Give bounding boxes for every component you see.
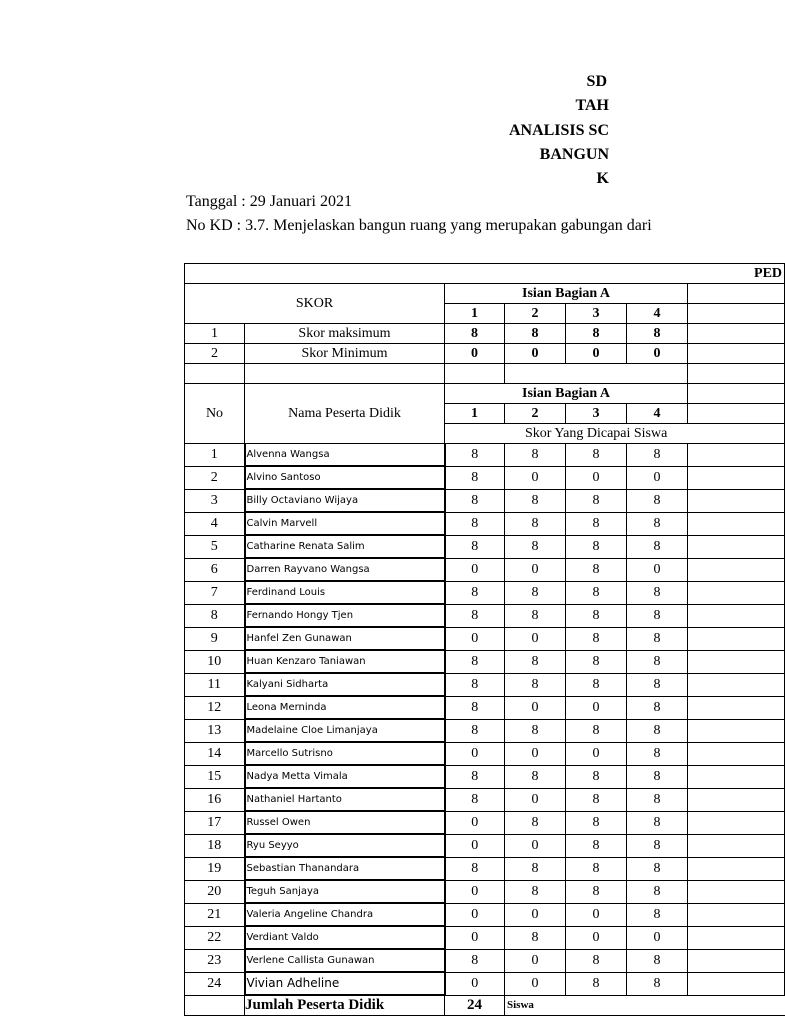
student-score: 8 [445,489,505,512]
skor-no: 2 [185,344,245,364]
student-score: 0 [505,834,566,857]
no-header: No [185,384,245,444]
table-row [185,972,785,995]
table-row [185,489,785,512]
student-name: Nadya Metta Vimala [245,765,445,788]
student-score: 8 [505,926,566,949]
student-score: 8 [566,512,627,535]
student-score: 0 [445,558,505,581]
blank-cell [688,972,785,995]
blank-cell [505,364,688,384]
blank-cell [688,512,785,535]
student-no: 19 [185,857,245,880]
student-score: 0 [445,926,505,949]
student-score: 8 [505,811,566,834]
year-title: TAH [575,97,609,114]
student-no: 17 [185,811,245,834]
student-score: 0 [627,926,688,949]
student-no: 12 [185,696,245,719]
column-header: 1 [445,304,505,324]
blank-cell [688,650,785,673]
student-score: 8 [627,949,688,972]
student-score: 0 [505,903,566,926]
student-score: 8 [627,444,688,467]
student-score: 8 [627,811,688,834]
student-no: 1 [185,444,245,467]
student-score: 8 [445,444,505,467]
skor-value: 8 [627,324,688,344]
student-no: 4 [185,512,245,535]
student-name: Sebastian Thanandara [245,857,445,880]
student-no: 9 [185,627,245,650]
total-unit: Siswa [505,995,785,1016]
skor-label: SKOR [185,284,445,324]
student-name: Nathaniel Hartanto [245,788,445,811]
student-name: Madelaine Cloe Limanjaya [245,719,445,742]
blank-cell [688,765,785,788]
student-score: 8 [445,581,505,604]
student-no: 15 [185,765,245,788]
skor-value: 0 [505,344,566,364]
blank-cell [688,903,785,926]
blank-cell [688,742,785,765]
student-score: 8 [627,765,688,788]
student-name: Alvino Santoso [245,466,445,489]
student-name: Verlene Callista Gunawan [245,949,445,972]
student-score: 8 [505,535,566,558]
student-score: 8 [627,903,688,926]
student-no: 3 [185,489,245,512]
achieved-label: Skor Yang Dicapai Siswa [445,424,785,444]
student-score: 8 [505,880,566,903]
student-score: 8 [627,535,688,558]
student-name: Huan Kenzaro Taniawan [245,650,445,673]
blank-cell [688,673,785,696]
student-no: 8 [185,604,245,627]
skor-value: 0 [445,344,505,364]
column-header: 3 [566,404,627,424]
kd-line: No KD : 3.7. Menjelaskan bangun ruang yang merupakan gabungan dari [186,217,652,234]
skor-row [185,344,785,364]
analysis-title: ANALISIS SC [508,122,609,139]
table-row [185,650,785,673]
column-header: 4 [627,304,688,324]
student-score: 8 [566,489,627,512]
student-score: 8 [566,857,627,880]
table-row [185,811,785,834]
topic-title: BANGUN [539,146,609,163]
student-score: 8 [566,558,627,581]
skor-value: 8 [566,324,627,344]
student-score: 0 [445,880,505,903]
student-score: 0 [505,466,566,489]
student-score: 8 [627,673,688,696]
skor-row [185,324,785,344]
blank-cell [688,284,785,304]
blank-cell [688,880,785,903]
blank-cell [688,344,785,364]
table-row [185,444,785,467]
blank-cell [688,719,785,742]
student-name: Ryu Seyyo [245,834,445,857]
table-row [185,742,785,765]
student-score: 0 [627,558,688,581]
student-no: 2 [185,466,245,489]
student-header-row [185,384,785,404]
student-score: 8 [445,696,505,719]
blank-cell [688,304,785,324]
student-no: 24 [185,972,245,995]
student-score: 0 [445,811,505,834]
student-score: 8 [445,857,505,880]
student-name: Teguh Sanjaya [245,880,445,903]
table-row [185,627,785,650]
blank-cell [185,995,245,1016]
class-title: K [596,170,609,187]
blank-cell [688,788,785,811]
student-score: 8 [566,650,627,673]
student-name: Catharine Renata Salim [245,535,445,558]
student-score: 8 [627,627,688,650]
student-no: 22 [185,926,245,949]
student-name: Valeria Angeline Chandra [245,903,445,926]
total-row [185,995,785,1016]
table-row [185,604,785,627]
table-row [185,949,785,972]
student-score: 8 [505,857,566,880]
skor-value: 0 [566,344,627,364]
table-top-row [185,264,785,284]
section-label: Isian Bagian A [445,384,688,404]
student-name: Calvin Marvell [245,512,445,535]
blank-cell [688,489,785,512]
blank-cell [688,627,785,650]
student-no: 11 [185,673,245,696]
student-name: Darren Rayvano Wangsa [245,558,445,581]
student-score: 0 [566,466,627,489]
blank-cell [185,364,245,384]
student-no: 10 [185,650,245,673]
blank-cell [688,364,785,384]
blank-cell [688,857,785,880]
student-score: 8 [505,719,566,742]
student-score: 8 [627,581,688,604]
student-score: 0 [445,972,505,995]
blank-cell [688,581,785,604]
skor-header-row [185,284,785,304]
total-value: 24 [445,995,505,1016]
student-score: 8 [627,834,688,857]
student-no: 20 [185,880,245,903]
student-score: 0 [566,742,627,765]
student-score: 8 [505,604,566,627]
student-score: 8 [627,512,688,535]
table-row [185,512,785,535]
student-no: 6 [185,558,245,581]
student-name: Kalyani Sidharta [245,673,445,696]
student-score: 8 [445,604,505,627]
student-score: 8 [445,535,505,558]
skor-value: 8 [505,324,566,344]
blank-cell [245,364,445,384]
column-header: 1 [445,404,505,424]
table-row [185,788,785,811]
skor-no: 1 [185,324,245,344]
blank-cell [445,364,505,384]
student-score: 0 [566,926,627,949]
table-row [185,581,785,604]
name-header: Nama Peserta Didik [245,384,445,444]
table-row [185,834,785,857]
blank-cell [688,384,785,404]
score-table [184,263,785,1016]
skor-value: 8 [445,324,505,344]
student-score: 8 [566,765,627,788]
student-score: 8 [627,719,688,742]
student-score: 0 [505,742,566,765]
student-no: 16 [185,788,245,811]
student-score: 8 [505,650,566,673]
total-label: Jumlah Peserta Didik [245,995,445,1016]
student-score: 8 [445,788,505,811]
table-top-label: PED [185,264,785,284]
column-header: 3 [566,304,627,324]
student-name: Verdiant Valdo [245,926,445,949]
blank-cell [688,696,785,719]
student-score: 8 [445,466,505,489]
school-title: SD [586,73,607,90]
blank-cell [688,949,785,972]
student-score: 0 [505,949,566,972]
student-name: Marcello Sutrisno [245,742,445,765]
student-score: 0 [566,903,627,926]
student-score: 8 [627,650,688,673]
student-score: 0 [505,558,566,581]
student-name: Ferdinand Louis [245,581,445,604]
student-score: 8 [445,949,505,972]
student-no: 7 [185,581,245,604]
skor-row-label: Skor maksimum [245,324,445,344]
blank-cell [688,604,785,627]
student-score: 8 [505,765,566,788]
student-score: 8 [566,972,627,995]
section-label: Isian Bagian A [445,284,688,304]
student-score: 0 [505,627,566,650]
student-score: 8 [445,512,505,535]
column-header: 2 [505,404,566,424]
student-no: 14 [185,742,245,765]
student-score: 8 [566,719,627,742]
student-score: 8 [627,489,688,512]
table-row [185,926,785,949]
student-score: 0 [445,742,505,765]
student-score: 8 [505,444,566,467]
student-score: 8 [566,535,627,558]
student-score: 8 [505,581,566,604]
student-no: 5 [185,535,245,558]
table-row [185,466,785,489]
student-score: 8 [445,673,505,696]
student-score: 8 [566,834,627,857]
student-name: Fernando Hongy Tjen [245,604,445,627]
student-score: 8 [627,972,688,995]
student-name: Vivian Adheline [245,972,445,995]
student-name: Alvenna Wangsa [245,444,445,467]
date-line: Tanggal : 29 Januari 2021 [186,193,352,210]
student-score: 8 [566,604,627,627]
student-score: 8 [566,788,627,811]
skor-value: 0 [627,344,688,364]
student-score: 8 [445,719,505,742]
student-score: 8 [566,880,627,903]
student-name: Leona Merninda [245,696,445,719]
student-score: 0 [445,834,505,857]
blank-cell [688,535,785,558]
student-score: 8 [505,673,566,696]
table-row [185,673,785,696]
student-score: 0 [627,466,688,489]
student-score: 0 [445,903,505,926]
spacer-row [185,364,785,384]
student-score: 0 [505,696,566,719]
student-no: 21 [185,903,245,926]
blank-cell [688,324,785,344]
table-row [185,857,785,880]
student-score: 0 [445,627,505,650]
student-score: 8 [627,788,688,811]
student-score: 8 [566,627,627,650]
student-score: 0 [566,696,627,719]
blank-cell [688,811,785,834]
blank-cell [688,926,785,949]
student-name: Russel Owen [245,811,445,834]
student-score: 8 [627,880,688,903]
student-no: 18 [185,834,245,857]
table-row [185,719,785,742]
student-score: 8 [505,512,566,535]
student-score: 8 [627,604,688,627]
blank-cell [688,444,785,467]
blank-cell [688,558,785,581]
student-score: 0 [505,972,566,995]
student-score: 8 [566,811,627,834]
student-name: Billy Octaviano Wijaya [245,489,445,512]
student-no: 23 [185,949,245,972]
column-header: 2 [505,304,566,324]
table-row [185,765,785,788]
column-header: 4 [627,404,688,424]
blank-cell [688,466,785,489]
student-name: Hanfel Zen Gunawan [245,627,445,650]
student-score: 8 [445,650,505,673]
student-score: 8 [566,444,627,467]
student-score: 8 [505,489,566,512]
student-score: 8 [627,742,688,765]
student-score: 8 [566,949,627,972]
student-no: 13 [185,719,245,742]
student-score: 8 [566,581,627,604]
table-row [185,696,785,719]
table-row [185,903,785,926]
table-row [185,558,785,581]
skor-row-label: Skor Minimum [245,344,445,364]
student-score: 8 [627,857,688,880]
student-score: 0 [505,788,566,811]
student-score: 8 [445,765,505,788]
table-row [185,535,785,558]
student-score: 8 [627,696,688,719]
student-score: 8 [566,673,627,696]
blank-cell [688,834,785,857]
table-row [185,880,785,903]
blank-cell [688,404,785,424]
